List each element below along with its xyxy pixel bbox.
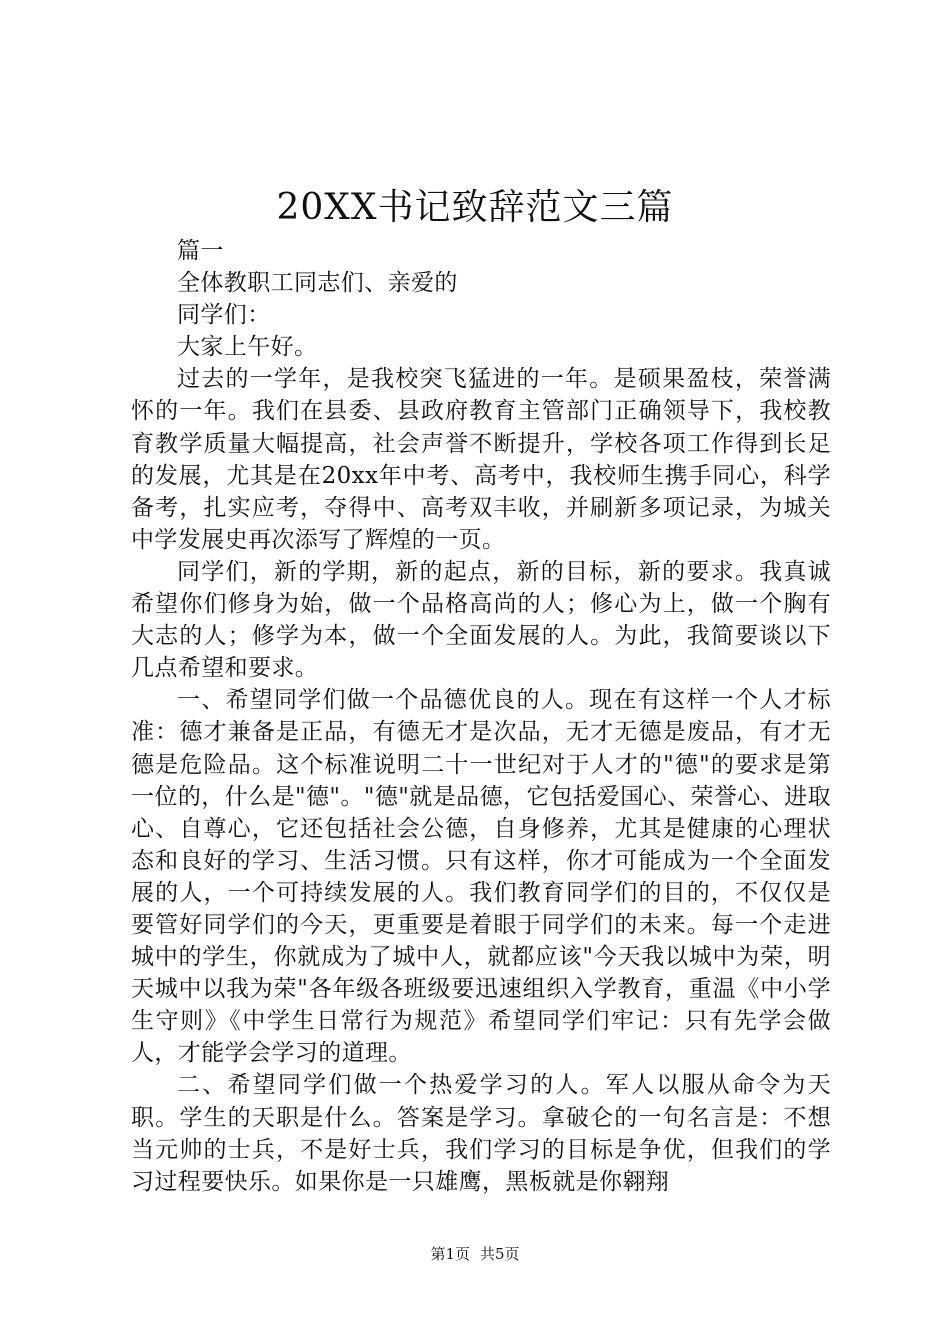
greeting: 大家上午好。 bbox=[177, 334, 318, 361]
body-paragraph: 二、希望同学们做一个热爱学习的人。军人以服从命令为天职。学生的天职是什么。答案是学习。拿破仑的一句名言是：不想当元帅的士兵，不是好士兵，我们学习的目标是争优，但我们的学习过程要快乐。如果你是一只雄鹰，黑板就是你翱翔 bbox=[131, 1072, 831, 1195]
section-heading: 篇一 bbox=[177, 238, 224, 264]
salutation-line-2: 同学们： bbox=[177, 302, 271, 329]
document-body bbox=[131, 235, 831, 1198]
document-title: 20XX书记致辞范文三篇 bbox=[276, 187, 674, 228]
page-number: 第1页 bbox=[430, 1245, 470, 1263]
salutation-line-1: 全体教职工同志们、亲爱的 bbox=[177, 270, 458, 297]
page-footer bbox=[0, 1244, 950, 1264]
body-paragraph: 一、希望同学们做一个品德优良的人。现在有这样一个人才标准：德才兼备是正品，有德无才是次品，无才无德是废品，有才无德是危险品。这个标准说明二十一世纪对于人才的"德"的要求是第一位的，什么是"德"。"德"就是品德，它包括爱国心、荣誉心、进取心、自尊心，它还包括社会公德，自身修养，尤其是健康的心理状态和良好的学习、生活习惯。只有这样，你才可能成为一个全面发展的人，一个可持续发展的人。我们教育同学们的目的，不仅仅是要管好同学们的今天，更重要是着眼于同学们的未来。每一个走进城中的学生，你就成为了城中人，就都应该"今天我以城中为荣，明天城中以我为荣"各年级各班级要迅速组织入学教育，重温《中小学生守则》《中学生日常行为规范》希望同学们牢记：只有先学会做人，才能学会学习的道理。 bbox=[131, 687, 831, 1067]
body-paragraph: 过去的一学年，是我校突飞猛进的一年。是硕果盈枝，荣誉满怀的一年。我们在县委、县政府教育主管部门正确领导下，我校教育教学质量大幅提高，社会声誉不断提升，学校各项工作得到长足的发展，尤其是在20xx年中考、高考中，我校师生携手同心，科学备考，扎实应考，夺得中、高考双丰收，并刷新多项记录，为城关中学发展史再次添写了辉煌的一页。 bbox=[131, 366, 831, 553]
page-total: 共5页 bbox=[480, 1245, 520, 1263]
body-paragraph: 同学们，新的学期，新的起点，新的目标，新的要求。我真诚希望你们修身为始，做一个品格高尚的人；修心为上，做一个胸有大志的人；修学为本，做一个全面发展的人。为此，我简要谈以下几点希望和要求。 bbox=[131, 558, 831, 682]
